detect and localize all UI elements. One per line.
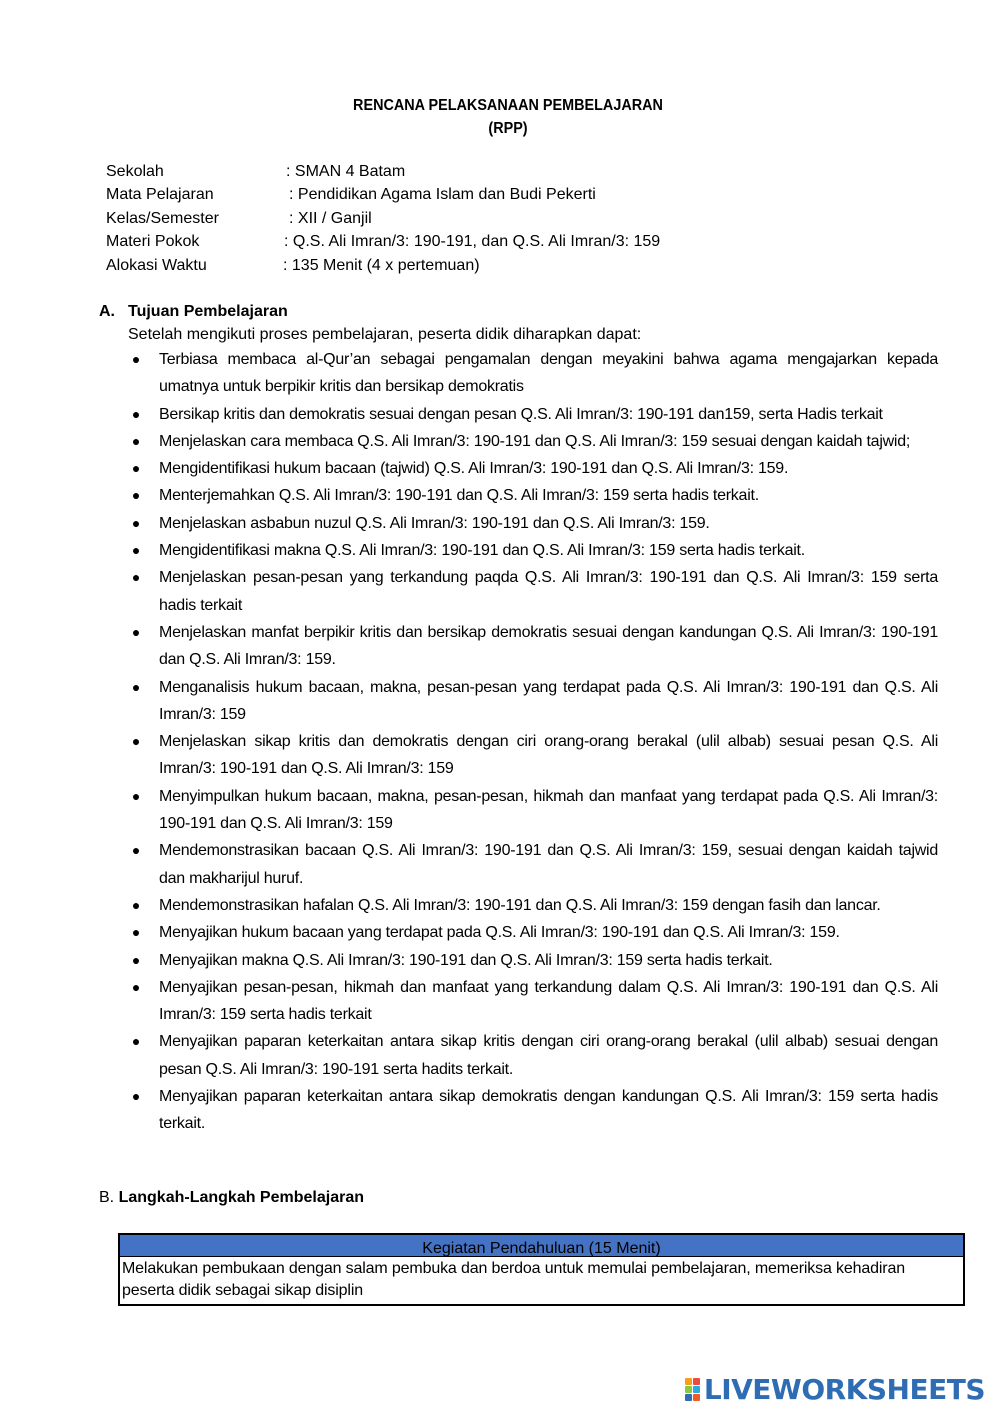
activity-table-cell: Melakukan pembukaan dengan salam pembuka dan berdoa untuk memulai pembelajaran, memeriksa kehadiran peserta didik sebagai sikap disiplin bbox=[122, 1260, 905, 1299]
identity-value: : Q.S. Ali Imran/3: 190-191, dan Q.S. Ali Imran/3: 159 bbox=[284, 233, 661, 251]
objective-item bbox=[128, 455, 938, 482]
objective-text: Menyajikan makna Q.S. Ali Imran/3: 190-191 dan Q.S. Ali Imran/3: 159 serta hadis terkait. bbox=[159, 951, 773, 969]
section-b-letter: B. bbox=[99, 1189, 115, 1206]
objective-text: Menyimpulkan hukum bacaan, makna, pesan-pesan, hikmah dan manfaat yang terdapat pada Q.S. Ali Imran/3: 190-191 dan Q.S. Ali Imran/3: 159 bbox=[159, 787, 938, 833]
identity-value: : SMAN 4 Batam bbox=[286, 163, 406, 180]
identity-label: Kelas/Semester bbox=[106, 209, 219, 227]
objective-text: Mengidentifikasi hukum bacaan (tajwid) Q.S. Ali Imran/3: 190-191 dan Q.S. Ali Imran/3: 159. bbox=[159, 460, 789, 478]
objective-text: Menyajikan paparan keterkaitan antara sikap kritis dengan ciri orang-orang berakal (ulil albab) sesuai dengan pesan Q.S. Ali Imran/3: 190-191 serta hadits terkait. bbox=[159, 1033, 938, 1078]
objective-item bbox=[128, 1028, 938, 1083]
objective-item bbox=[128, 482, 938, 509]
identity-label: Mata Pelajaran bbox=[106, 186, 214, 204]
bullet-icon: ● bbox=[131, 351, 141, 367]
liveworksheets-wordmark: LIVEWORKSHEETS bbox=[703, 1373, 985, 1406]
objective-item bbox=[128, 892, 938, 919]
bullet-icon: ● bbox=[131, 978, 141, 995]
objective-item bbox=[128, 346, 938, 401]
section-a-intro: Setelah mengikuti proses pembelajaran, peserta didik diharapkan dapat: bbox=[128, 326, 642, 343]
bullet-icon: ● bbox=[131, 432, 141, 449]
objective-text: Menjelaskan manfat berpikir kritis dan bersikap demokratis sesuai dengan kandungan Q.S. Ali Imran/3: 190-191 dan Q.S. Ali Imran/3: 159. bbox=[159, 623, 938, 669]
bullet-icon: ● bbox=[131, 460, 141, 477]
bullet-icon: ● bbox=[131, 1088, 141, 1105]
identity-value: : XII / Ganjil bbox=[289, 209, 372, 227]
objective-text: Menyajikan pesan-pesan, hikmah dan manfaat yang terkandung dalam Q.S. Ali Imran/3: 190-191 dan Q.S. Ali Imran/3: 159 serta hadis terkait bbox=[159, 978, 938, 1024]
objective-item bbox=[128, 837, 938, 892]
bullet-icon: ● bbox=[131, 733, 141, 750]
identity-value: : 135 Menit (4 x pertemuan) bbox=[283, 256, 480, 274]
section-a-title: Tujuan Pembelajaran bbox=[128, 303, 288, 320]
bullet-icon: ● bbox=[131, 678, 141, 695]
document-subtitle: (RPP) bbox=[488, 120, 528, 137]
bullet-icon: ● bbox=[131, 405, 141, 422]
objective-text: Menjelaskan pesan-pesan yang terkandung paqda Q.S. Ali Imran/3: 190-191 dan Q.S. Ali Imran/3: 159 serta hadis terkait bbox=[159, 569, 938, 614]
bullet-icon: ● bbox=[131, 896, 141, 913]
bullet-icon: ● bbox=[131, 487, 141, 504]
section-a-heading bbox=[99, 300, 288, 324]
bullet-icon: ● bbox=[131, 623, 141, 640]
objective-list bbox=[128, 346, 938, 1138]
section-b-heading bbox=[99, 1186, 364, 1210]
objective-text: Bersikap kritis dan demokratis sesuai dengan pesan Q.S. Ali Imran/3: 190-191 dan159, serta Hadis terkait bbox=[159, 405, 883, 423]
section-a-letter: A. bbox=[99, 303, 115, 320]
objective-item bbox=[128, 510, 938, 537]
activity-table bbox=[118, 1233, 965, 1306]
identity-label: Sekolah bbox=[106, 163, 164, 180]
identity-label: Materi Pokok bbox=[106, 233, 200, 251]
objective-item bbox=[128, 783, 938, 838]
identity-label: Alokasi Waktu bbox=[106, 256, 207, 274]
objective-text: Menganalisis hukum bacaan, makna, pesan-pesan yang terdapat pada Q.S. Ali Imran/3: 190-191 dan Q.S. Ali Imran/3: 159 bbox=[159, 678, 938, 723]
objective-item bbox=[128, 564, 938, 619]
document-title: RENCANA PELAKSANAAN PEMBELAJARAN bbox=[353, 97, 663, 114]
bullet-icon: ● bbox=[131, 542, 141, 559]
liveworksheets-logo-icon bbox=[685, 1378, 700, 1401]
bullet-icon: ● bbox=[131, 924, 141, 941]
section-b-title: Langkah-Langkah Pembelajaran bbox=[118, 1189, 364, 1206]
objective-item bbox=[128, 728, 938, 783]
objective-text: Menjelaskan sikap kritis dan demokratis dengan ciri orang-orang berakal (ulil albab) sesuai pesan Q.S. Ali Imran/3: 190-191 dan Q.S. Ali Imran/3: 159 bbox=[159, 733, 938, 778]
objective-text: Mengidentifikasi makna Q.S. Ali Imran/3: 190-191 dan Q.S. Ali Imran/3: 159 serta hadis terkait. bbox=[159, 542, 805, 560]
objective-item bbox=[128, 947, 938, 974]
objective-text: Menyajikan hukum bacaan yang terdapat pada Q.S. Ali Imran/3: 190-191 dan Q.S. Ali Imran/3: 159. bbox=[159, 924, 840, 942]
bullet-icon: ● bbox=[131, 514, 141, 531]
objective-text: Terbiasa membaca al-Qur’an sebagai pengamalan dengan meyakini bahwa agama mengajarkan kepada umatnya untuk berpikir kritis dan bersikap demokratis bbox=[159, 351, 938, 396]
objective-item bbox=[128, 674, 938, 729]
bullet-icon: ● bbox=[131, 787, 141, 804]
bullet-icon: ● bbox=[131, 951, 141, 968]
liveworksheets-watermark bbox=[685, 1373, 985, 1406]
objective-item bbox=[128, 619, 938, 674]
objective-item bbox=[128, 537, 938, 564]
objective-text: Menterjemahkan Q.S. Ali Imran/3: 190-191 dan Q.S. Ali Imran/3: 159 serta hadis terkait. bbox=[159, 487, 759, 505]
identity-value: : Pendidikan Agama Islam dan Budi Pekerti bbox=[289, 186, 596, 204]
objective-item bbox=[128, 1083, 938, 1138]
activity-table-header: Kegiatan Pendahuluan (15 Menit) bbox=[120, 1235, 963, 1257]
objective-text: Mendemonstrasikan bacaan Q.S. Ali Imran/3: 190-191 dan Q.S. Ali Imran/3: 159, sesuai dengan kaidah tajwid dan makharijul huruf. bbox=[159, 842, 938, 887]
objective-text: Menjelaskan cara membaca Q.S. Ali Imran/3: 190-191 dan Q.S. Ali Imran/3: 159 sesuai dengan kaidah tajwid; bbox=[159, 432, 911, 450]
objective-item bbox=[128, 974, 938, 1029]
objective-item bbox=[128, 428, 938, 455]
objective-item bbox=[128, 919, 938, 946]
objective-text: Menyajikan paparan keterkaitan antara sikap demokratis dengan kandungan Q.S. Ali Imran/3: 159 serta hadis terkait. bbox=[159, 1088, 938, 1133]
objective-item bbox=[128, 401, 938, 428]
bullet-icon: ● bbox=[131, 1033, 141, 1050]
objective-text: Menjelaskan asbabun nuzul Q.S. Ali Imran/3: 190-191 dan Q.S. Ali Imran/3: 159. bbox=[159, 514, 710, 532]
objective-text: Mendemonstrasikan hafalan Q.S. Ali Imran/3: 190-191 dan Q.S. Ali Imran/3: 159 dengan fasih dan lancar. bbox=[159, 896, 881, 914]
bullet-icon: ● bbox=[131, 569, 141, 586]
bullet-icon: ● bbox=[131, 842, 141, 859]
